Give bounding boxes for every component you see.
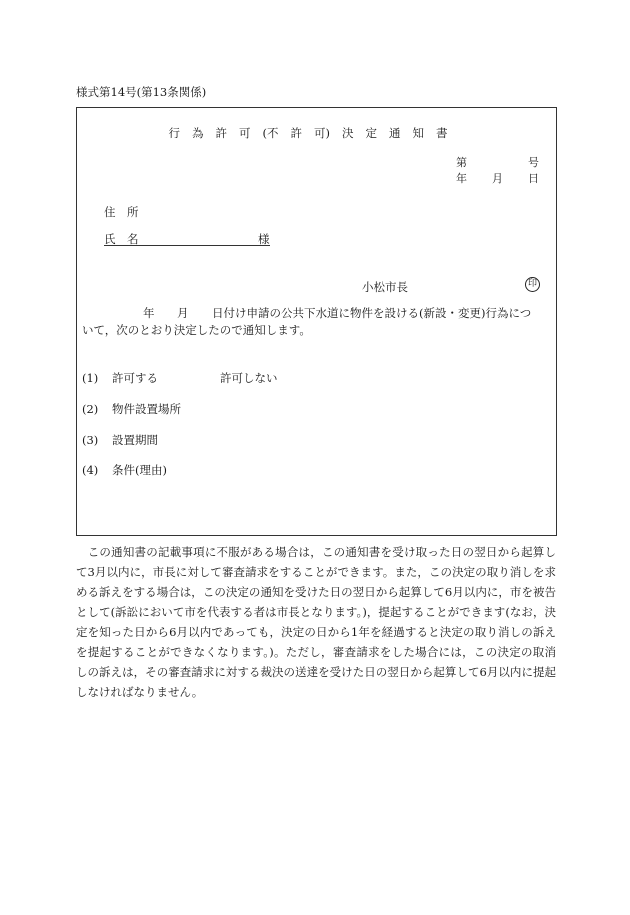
item-label: 物件設置場所 — [112, 402, 181, 416]
item-4 — [82, 462, 167, 478]
mayor-label: 小松市長 — [362, 280, 408, 294]
title-char: 可 — [239, 126, 251, 140]
item-3 — [82, 432, 158, 448]
title-char: 可) — [314, 126, 330, 140]
address-label: 住 所 — [104, 205, 139, 219]
intro-line1: 日付け申請の公共下水道に物件を設ける(新設・変更)行為につ — [212, 306, 532, 320]
item-label: 設置期間 — [112, 433, 158, 447]
item-number: (2) — [82, 402, 99, 416]
item-1 — [82, 370, 278, 386]
title-char: (不 — [262, 126, 279, 140]
name-suffix: 様 — [258, 232, 270, 246]
intro-line2: いて，次のとおり決定したので通知します。 — [82, 323, 311, 337]
name-label: 氏 名 — [104, 232, 139, 246]
item-extra: 許可しない — [220, 371, 278, 385]
title-char: 許 — [215, 126, 227, 140]
intro-month: 月 — [177, 306, 189, 320]
intro-year: 年 — [143, 306, 155, 320]
title-char: 行 — [168, 126, 180, 140]
title-char: 通 — [389, 126, 401, 140]
item-number: (3) — [82, 433, 99, 447]
notice-paragraph: この通知書の記載事項に不服がある場合は，この通知書を受け取った日の翌日から起算して3月以内に，市長に対して審査請求をすることができます。また，この決定の取り消しを求める訴えをする場合は，この決定の通知を受けた日の翌日から起算して6月以内に，市を被告として(訴訟において市を代表する者は市長となります。)，提起することができます(なお，決定を知った日から6月以内であっても，決定の日から1年を経過すると決定の取り消しの訴えを提起することができなくなります。)。ただし，審査請求をした場合には，この決定の取消しの訴えは，その審査請求に対する裁決の送達を受けた日の翌日から起算して6月以内に提起しなければなりません。 — [76, 545, 556, 699]
title-char: 知 — [412, 126, 424, 140]
seal-mark-icon: 印 — [525, 277, 540, 292]
title-char: 為 — [192, 126, 204, 140]
title-char: 定 — [365, 126, 377, 140]
item-label: 条件(理由) — [112, 463, 167, 477]
number-suffix: 号 — [528, 156, 539, 169]
title-char: 書 — [436, 126, 448, 140]
item-label: 許可する — [112, 371, 158, 385]
form-label: 様式第14号(第13条関係) — [76, 85, 207, 99]
date-day: 日 — [528, 172, 539, 185]
name-underline — [104, 245, 270, 246]
number-prefix: 第 — [456, 156, 467, 169]
title-char: 決 — [342, 126, 354, 140]
date-month: 月 — [492, 172, 503, 185]
item-number: (4) — [82, 463, 99, 477]
document-title — [98, 125, 518, 141]
title-char: 許 — [290, 126, 302, 140]
item-number: (1) — [82, 371, 99, 385]
date-year: 年 — [456, 172, 467, 185]
item-2 — [82, 401, 181, 417]
